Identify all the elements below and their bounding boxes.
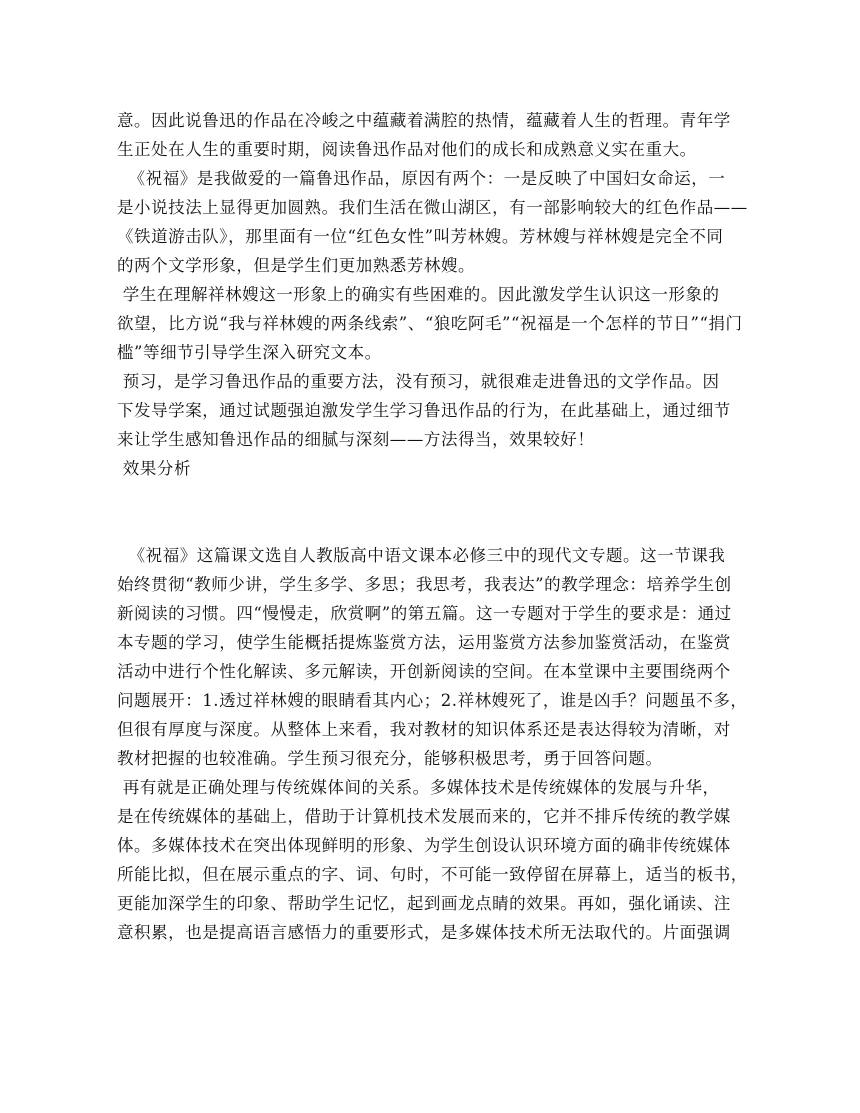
text-line: 本专题的学习，使学生能概括提炼鉴赏方法，运用鉴赏方法参加鉴赏活动，在鉴赏 — [117, 633, 731, 652]
paragraph-gap — [117, 483, 745, 541]
text-line: 《祝福》这篇课文选自人教版高中语文课本必修三中的现代文专题。这一节课我 — [117, 546, 726, 565]
text-line: 再有就是正确处理与传统媒体间的关系。多媒体技术是传统媒体的发展与升华， — [117, 778, 720, 797]
text-line: 学生在理解祥林嫂这一形象上的确实有些困难的。因此激发学生认识这一形象的 — [117, 285, 720, 304]
text-line: 更能加深学生的印象、帮助学生记忆，起到画龙点睛的效果。再如，强化诵读、注 — [117, 894, 731, 913]
text-line: 体。多媒体技术在突出体现鲜明的形象、为学生创设认识环境方面的确非传统媒体 — [117, 836, 731, 855]
text-line: 来让学生感知鲁迅作品的细腻与深刻——方法得当，效果较好！ — [117, 430, 595, 449]
text-line: 教材把握的也较准确。学生预习很充分，能够积极思考，勇于回答问题。 — [117, 749, 663, 768]
text-line: 是在传统媒体的基础上，借助于计算机技术发展而来的，它并不排斥传统的教学媒 — [117, 807, 731, 826]
text-line: 意。因此说鲁迅的作品在冷峻之中蕴藏着满腔的热情，蕴藏着人生的哲理。青年学 — [117, 111, 731, 130]
text-line: 预习，是学习鲁迅作品的重要方法，没有预习，就很难走进鲁迅的文学作品。因 — [117, 372, 720, 391]
text-line: 《铁道游击队》，那里面有一位“红色女性”叫芳林嫂。芳林嫂与祥林嫂是完全不同 — [117, 227, 724, 246]
text-line: 新阅读的习惯。四“慢慢走，欣赏啊”的第五篇。这一专题对于学生的要求是：通过 — [117, 604, 732, 623]
text-line: 《祝福》是我做爱的一篇鲁迅作品，原因有两个：一是反映了中国妇女命运，一 — [117, 169, 726, 188]
document-page — [117, 106, 748, 947]
text-block-2 — [117, 541, 748, 947]
text-line: 问题展开：1.透过祥林嫂的眼睛看其内心；2.祥林嫂死了，谁是凶手？问题虽不多， — [117, 691, 748, 710]
text-block-1 — [117, 106, 748, 483]
text-line: 下发导学案，通过试题强迫激发学生学习鲁迅作品的行为，在此基础上，通过细节 — [117, 401, 731, 420]
text-line: 始终贯彻“教师少讲，学生多学、多思；我思考，我表达”的教学理念：培养学生创 — [117, 575, 732, 594]
text-line: 意积累，也是提高语言感悟力的重要形式，是多媒体技术所无法取代的。片面强调 — [117, 923, 731, 942]
text-line: 欲望，比方说“我与祥林嫂的两条线索”、“狼吃阿毛”“祝福是一个怎样的节日”“捐门 — [117, 314, 743, 333]
text-line: 槛”等细节引导学生深入研究文本。 — [117, 343, 382, 362]
text-line: 但很有厚度与深度。从整体上来看，我对教材的知识体系还是表达得较为清晰，对 — [117, 720, 731, 739]
text-line: 所能比拟，但在展示重点的字、词、句时，不可能一致停留在屏幕上，适当的板书， — [117, 865, 748, 884]
text-line: 生正处在人生的重要时期，阅读鲁迅作品对他们的成长和成熟意义实在重大。 — [117, 140, 697, 159]
text-line: 是小说技法上显得更加圆熟。我们生活在微山湖区，有一部影响较大的红色作品—— — [117, 198, 748, 217]
section-heading: 效果分析 — [117, 459, 191, 478]
text-line: 的两个文学形象，但是学生们更加熟悉芳林嫂。 — [117, 256, 476, 275]
text-line: 活动中进行个性化解读、多元解读，开创新阅读的空间。在本堂课中主要围绕两个 — [117, 662, 731, 681]
